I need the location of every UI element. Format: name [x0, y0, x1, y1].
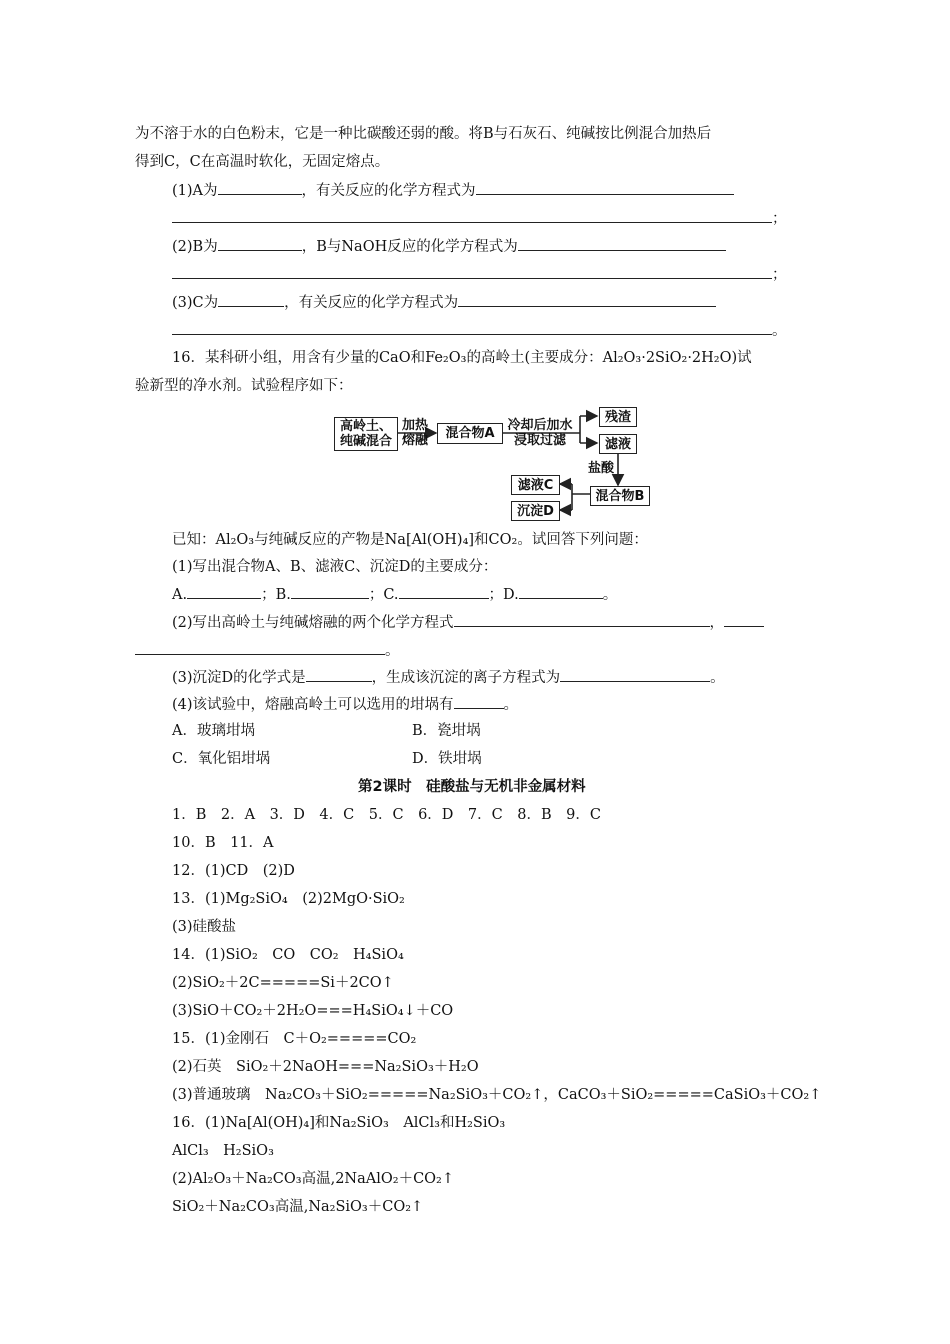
answer-line: 12．(1)CD (2)D: [172, 863, 295, 879]
flow-box-mixture-a: 混合物A: [437, 423, 503, 444]
answer-line: 16．(1)Na[Al(OH)₄]和Na₂SiO₃ AlCl₃和H₂SiO₃: [172, 1115, 506, 1131]
answer-line: 。: [172, 320, 787, 341]
flow-label-heat: 加热熔融: [401, 418, 428, 448]
sub-question-1-blanks: A. ；B. ；C. ；D. 。: [172, 584, 617, 605]
answer-line: (3)SiO＋CO₂＋2H₂O===H₄SiO₄↓＋CO: [172, 1003, 454, 1019]
answer-line: (3)硅酸盐: [172, 919, 237, 935]
sub-question-2: (2)写出高岭土与纯碱熔融的两个化学方程式 ，: [172, 612, 764, 633]
section-title: 第2课时 硅酸盐与无机非金属材料: [358, 779, 586, 795]
answer-line: (2)石英 SiO₂＋2NaOH===Na₂SiO₃＋H₂O: [172, 1059, 479, 1075]
flow-box-precipitate-d: 沉淀D: [511, 501, 560, 521]
flow-label-leach: 冷却后加水浸取过滤: [507, 418, 573, 448]
flow-box-filtrate: 滤液: [599, 434, 637, 454]
paragraph-line: 得到C，C在高温时软化，无固定熔点。: [135, 154, 390, 170]
sub-question-3: (3)沉淀D的化学式是 ，生成该沉淀的离子方程式为 。: [172, 667, 725, 688]
option-a: A．玻璃坩埚: [172, 723, 255, 739]
question-line: (3)C为 ，有关反应的化学方程式为: [172, 292, 716, 313]
answer-line: AlCl₃ H₂SiO₃: [172, 1143, 274, 1159]
flow-box-kaolin: 高岭土、纯碱混合: [334, 417, 398, 451]
sub-question-2-cont: 。: [135, 640, 400, 661]
answer-line: (3)普通玻璃 Na₂CO₃＋SiO₂=====Na₂SiO₃＋CO₂↑，CaCO₃＋SiO₂=====CaSiO₃＋CO₂↑: [172, 1087, 822, 1103]
sub-question-4: (4)该试验中，熔融高岭土可以选用的坩埚有 。: [172, 694, 518, 715]
flow-box-residue: 残渣: [599, 407, 637, 427]
answer-line: 13．(1)Mg₂SiO₄ (2)2MgO·SiO₂: [172, 891, 405, 907]
flow-box-mixture-b: 混合物B: [590, 486, 650, 506]
question-line: (1)A为 ，有关反应的化学方程式为: [172, 180, 734, 201]
answer-line: (2)SiO₂＋2C=====Si＋2CO↑: [172, 975, 394, 991]
question-line: (2)B为 ，B与NaOH反应的化学方程式为: [172, 236, 726, 257]
flow-box-filtrate-c: 滤液C: [511, 475, 560, 495]
paragraph-line: 为不溶于水的白色粉末，它是一种比碳酸还弱的酸。将B与石灰石、纯碱按比例混合加热后: [135, 126, 712, 142]
option-d: D．铁坩埚: [412, 751, 482, 767]
answer-line: (2)Al₂O₃＋Na₂CO₃高温,2NaAlO₂＋CO₂↑: [172, 1171, 455, 1187]
option-b: B．瓷坩埚: [412, 723, 481, 739]
answer-line: 15．(1)金刚石 C＋O₂=====CO₂: [172, 1031, 417, 1047]
answer-line: ；: [172, 264, 787, 285]
answer-line: 10．B 11．A: [172, 835, 274, 851]
known-line: 已知：Al₂O₃与纯碱反应的产物是Na[Al(OH)₄]和CO₂。试回答下列问题：: [172, 532, 648, 548]
answer-line: 14．(1)SiO₂ CO CO₂ H₄SiO₄: [172, 947, 404, 963]
sub-question-1: (1)写出混合物A、B、滤液C、沉淀D的主要成分：: [172, 559, 498, 575]
answer-line: SiO₂＋Na₂CO₃高温,Na₂SiO₃＋CO₂↑: [172, 1199, 424, 1215]
flow-arrows: [0, 0, 950, 560]
flow-label-hcl: 盐酸: [587, 461, 614, 476]
answer-line: ；: [172, 208, 787, 229]
question-16-line: 16．某科研小组，用含有少量的CaO和Fe₂O₃的高岭土(主要成分：Al₂O₃·2SiO₂·2H₂O)试: [172, 350, 752, 366]
answer-line: 1．B 2．A 3．D 4．C 5．C 6．D 7．C 8．B 9．C: [172, 807, 601, 823]
option-c: C．氧化铝坩埚: [172, 751, 271, 767]
question-16-line: 验新型的净水剂。试验程序如下：: [135, 378, 353, 394]
